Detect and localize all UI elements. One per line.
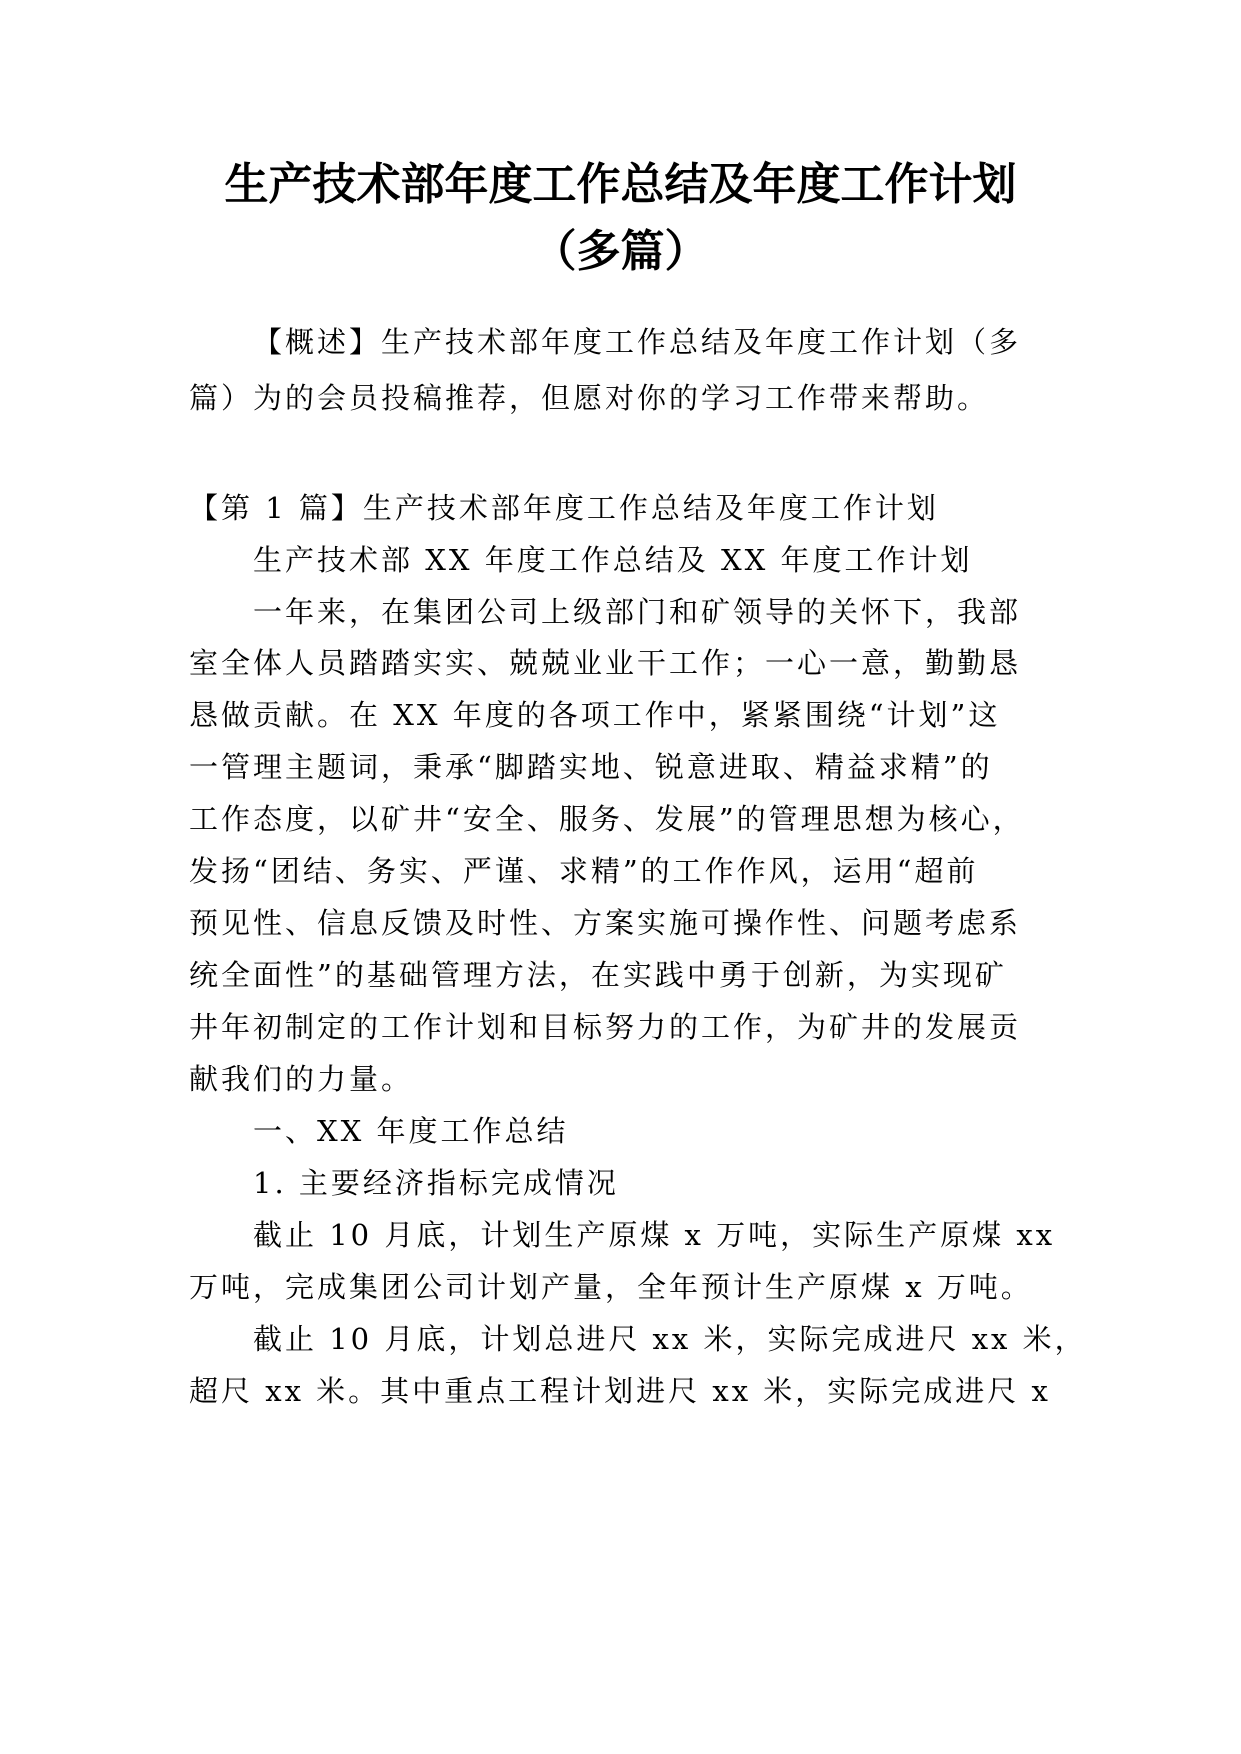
paragraph-line: 超尺 xx 米。其中重点工程计划进尺 xx 米，实际完成进尺 x (189, 1374, 1051, 1408)
paragraph-line: 一管理主题词，秉承“脚踏实地、锐意进取、精益求精”的 (189, 750, 993, 784)
section-heading-1: 一、XX 年度工作总结 (253, 1114, 569, 1148)
section1-heading: 【第 1 篇】生产技术部年度工作总结及年度工作计划 (189, 491, 939, 525)
subsection-heading-1-1: 1. 主要经济指标完成情况 (253, 1166, 619, 1200)
paragraph-line: 截止 10 月底，计划总进尺 xx 米，实际完成进尺 xx 米， (253, 1322, 1087, 1356)
paragraph-line: 统全面性”的基础管理方法，在实践中勇于创新，为实现矿 (189, 958, 1007, 992)
paragraph-line: 截止 10 月底，计划生产原煤 x 万吨，实际生产原煤 xx (253, 1218, 1056, 1252)
document-title-line1: 生产技术部年度工作总结及年度工作计划 (224, 159, 1017, 210)
paragraph-line: 一年来，在集团公司上级部门和矿领导的关怀下，我部 (253, 595, 1022, 629)
summary-line-2: 篇）为的会员投稿推荐，但愿对你的学习工作带来帮助。 (189, 381, 990, 415)
paragraph-line: 恳做贡献。在 XX 年度的各项工作中，紧紧围绕“计划”这 (189, 698, 1001, 732)
paragraph-line: 室全体人员踏踏实实、兢兢业业干工作；一心一意，勤勤恳 (189, 646, 1022, 680)
paragraph-line: 预见性、信息反馈及时性、方案实施可操作性、问题考虑系 (189, 906, 1022, 940)
paragraph-line: 发扬“团结、务实、严谨、求精”的工作作风，运用“超前 (189, 854, 979, 888)
paragraph-line: 万吨，完成集团公司计划产量，全年预计生产原煤 x 万吨。 (189, 1270, 1033, 1304)
paragraph-line: 献我们的力量。 (189, 1062, 414, 1096)
paragraph-line: 工作态度，以矿井“安全、服务、发展”的管理思想为核心， (189, 802, 1025, 836)
section1-subtitle: 生产技术部 XX 年度工作总结及 XX 年度工作计划 (253, 543, 973, 577)
paragraph-line: 井年初制定的工作计划和目标努力的工作，为矿井的发展贡 (189, 1010, 1022, 1044)
document-title-line2: （多篇） (532, 226, 709, 277)
summary-line-1: 【概述】生产技术部年度工作总结及年度工作计划（多 (253, 325, 1022, 359)
